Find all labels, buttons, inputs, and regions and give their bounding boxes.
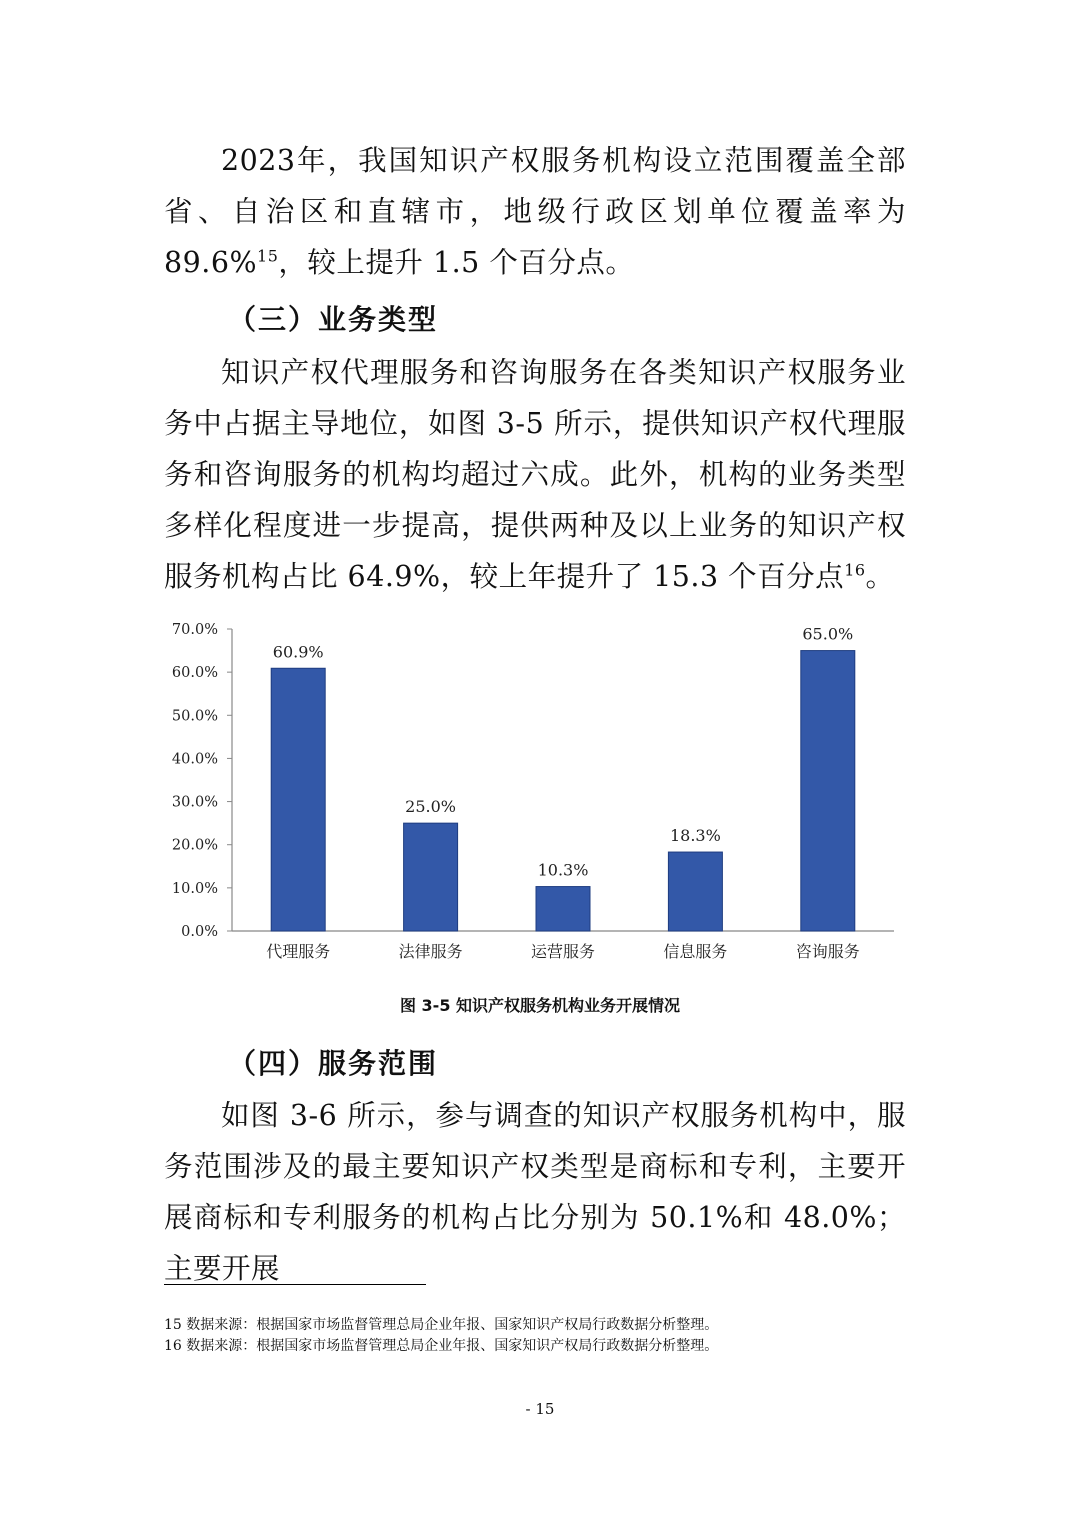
x-tick-label: 运营服务	[530, 942, 596, 961]
y-tick-label: 70.0%	[171, 622, 218, 638]
x-tick-label: 信息服务	[663, 942, 728, 961]
paragraph-coverage: 2023年，我国知识产权服务机构设立范围覆盖全部省、自治区和直辖市，地级行政区划单位覆盖率为 89.6%$^{15}$，较上提升 1.5 个百分点。	[164, 144, 906, 279]
business-type-bar-chart	[164, 612, 908, 972]
y-tick-label: 10.0%	[171, 880, 218, 897]
y-tick-label: 40.0%	[171, 751, 218, 768]
footnote-divider	[164, 1284, 426, 1285]
data-label: 60.9%	[272, 642, 324, 662]
footnote-16: 16 数据来源：根据国家市场监督管理总局企业年报、国家知识产权局行政数据分析整理。	[164, 1338, 719, 1354]
section-heading-service-scope: （四）服务范围	[228, 1047, 439, 1080]
data-label: 10.3%	[537, 860, 589, 880]
data-label: 65.0%	[802, 624, 854, 644]
bar-4	[668, 852, 722, 931]
y-tick-label: 60.0%	[171, 665, 218, 682]
bar-5	[801, 651, 855, 931]
data-label: 25.0%	[405, 797, 457, 817]
x-tick-label: 咨询服务	[795, 942, 860, 961]
y-tick-label: 30.0%	[171, 794, 218, 811]
figure-caption: 图 3-5 知识产权服务机构业务开展情况	[399, 996, 681, 1015]
y-tick-label: 0.0%	[181, 924, 218, 940]
footnote-ref-15[interactable]: 15	[257, 246, 279, 266]
section-heading-business-type: （三）业务类型	[228, 303, 439, 336]
paragraph-service-scope: 如图 3-6 所示，参与调查的知识产权服务机构中，服务范围涉及的最主要知识产权类型是商标和专利，主要开展商标和专利服务的机构占比分别为 50.1%和 48.0%；主要开展	[164, 1099, 906, 1285]
paragraph-business-type: 知识产权代理服务和咨询服务在各类知识产权服务业务中占据主导地位，如图 3-5 所示，提供知识产权代理服务和咨询服务的机构均超过六成。此外，机构的业务类型多样化程度进一步提高，提供两种及以上业务的知识产权服务机构占比 64.9%，较上年提升了 15.3 个百分点$^{16}$。	[164, 356, 906, 593]
page-number: - 15	[525, 1400, 555, 1418]
y-tick-label: 20.0%	[171, 837, 218, 854]
bar-1	[271, 668, 325, 931]
y-tick-label: 50.0%	[171, 708, 218, 725]
data-label: 18.3%	[669, 826, 721, 846]
bar-3	[536, 887, 590, 931]
footnote-ref-16[interactable]: 16	[844, 560, 866, 580]
bar-2	[404, 823, 458, 931]
x-tick-label: 法律服务	[398, 942, 463, 961]
x-tick-label: 代理服务	[266, 942, 331, 961]
footnote-15: 15 数据来源：根据国家市场监督管理总局企业年报、国家知识产权局行政数据分析整理。	[164, 1317, 719, 1333]
